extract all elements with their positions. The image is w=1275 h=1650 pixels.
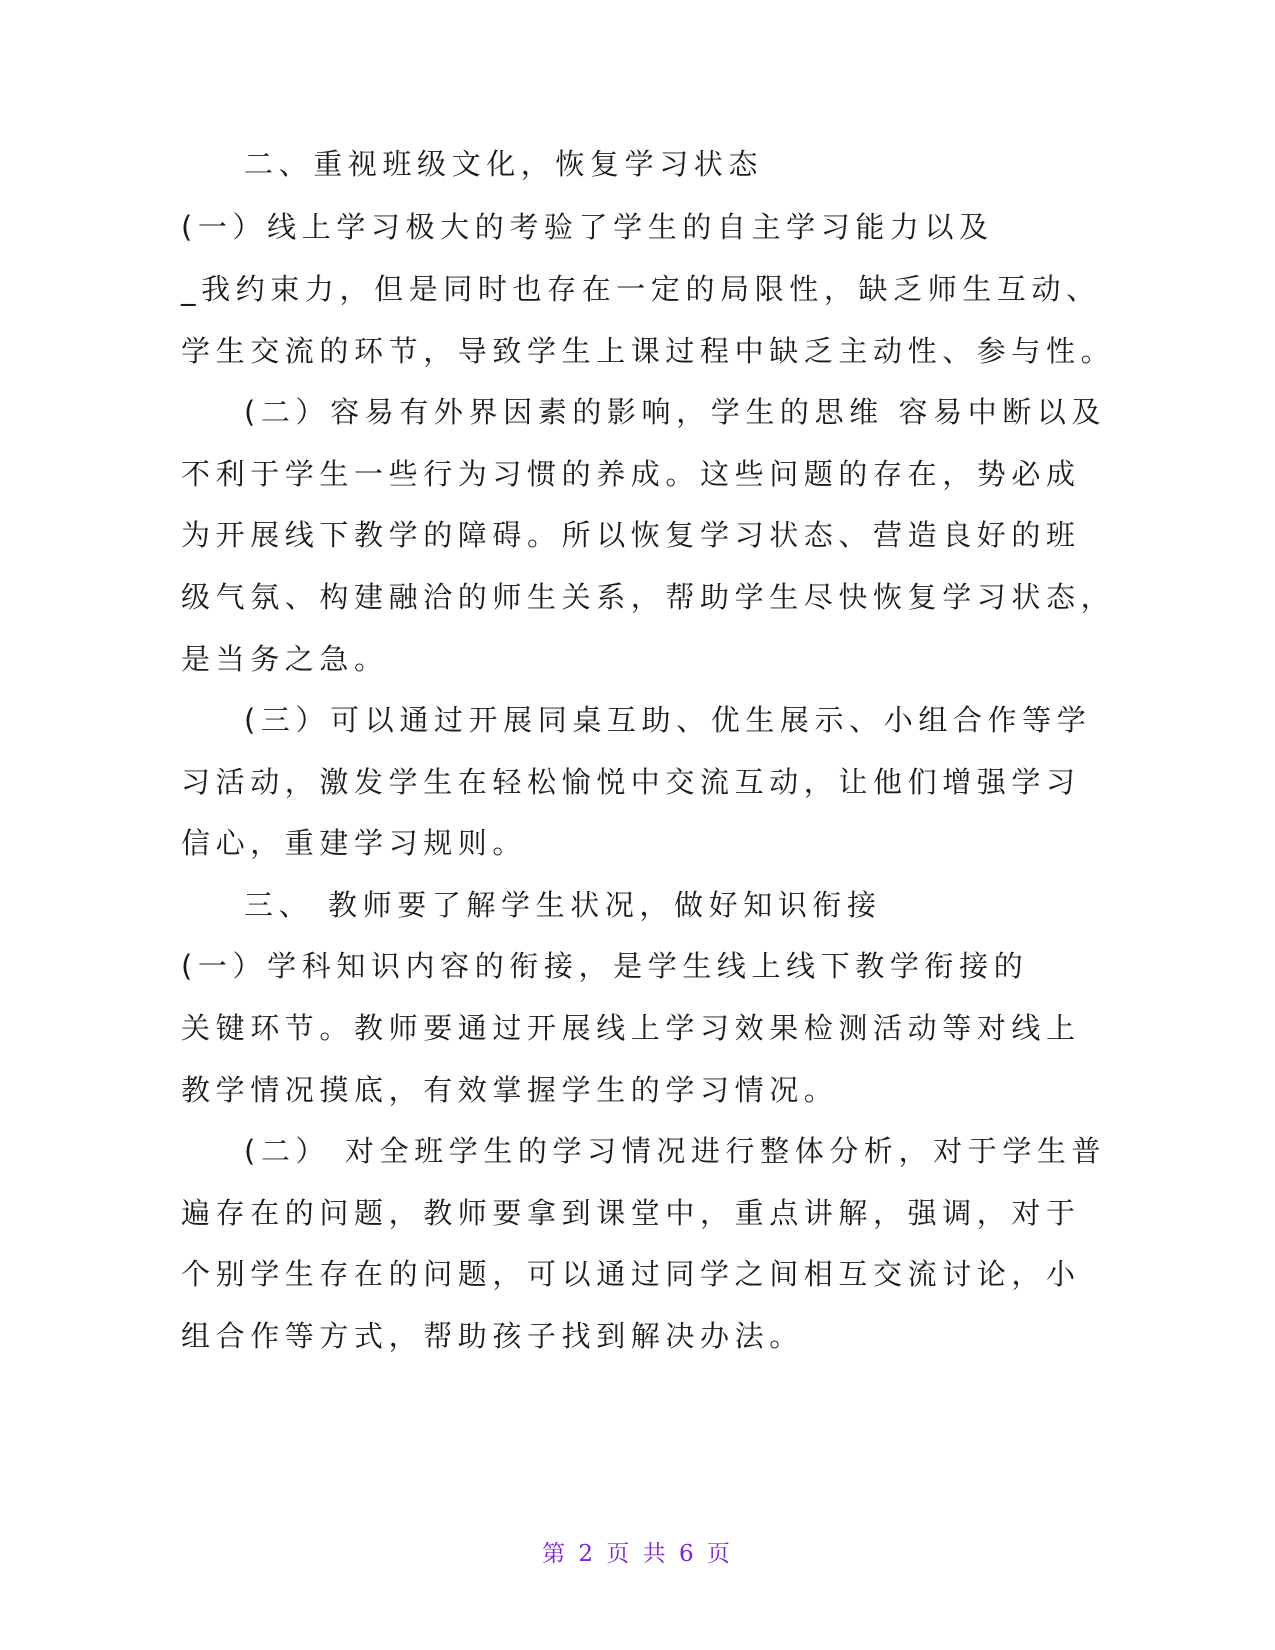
paragraph-line: (一）线上学习极大的考验了学生的自主学习能力以及: [181, 210, 994, 244]
paragraph-line: 学生交流的环节，导致学生上课过程中缺乏主动性、参与性。: [181, 334, 1116, 368]
paragraph-line: (二）容易有外界因素的影响，学生的思维 容易中断以及: [244, 395, 1107, 429]
paragraph-line: (一）学科知识内容的衔接，是学生线上线下教学衔接的: [181, 949, 1029, 983]
paragraph-line: (二） 对全班学生的学习情况进行整体分析，对于学生普: [244, 1134, 1107, 1168]
paragraph-line: 遍存在的问题，教师要拿到课堂中，重点讲解，强调，对于: [181, 1196, 1081, 1230]
section-heading-2: 二、重视班级文化，恢复学习状态: [244, 147, 764, 181]
paragraph-line: 信心，重建学习规则。: [181, 826, 528, 860]
paragraph-line: 关键环节。教师要通过开展线上学习效果检测活动等对线上: [181, 1011, 1081, 1045]
paragraph-line: 个别学生存在的问题，可以通过同学之间相互交流讨论，小: [181, 1257, 1081, 1291]
section-heading-3: 三、 教师要了解学生状况，做好知识衔接: [244, 888, 882, 922]
paragraph-line: 组合作等方式，帮助孩子找到解决办法。: [181, 1319, 804, 1353]
paragraph-line: (三）可以通过开展同桌互助、优生展示、小组合作等学: [244, 703, 1092, 737]
page-number-footer: 第 2 页 共 6 页: [542, 1541, 733, 1567]
paragraph-line: 为开展线下教学的障碍。所以恢复学习状态、营造良好的班: [181, 518, 1081, 552]
paragraph-line: 级气氛、构建融洽的师生关系，帮助学生尽快恢复学习状态，: [181, 580, 1116, 614]
paragraph-line: _我约束力，但是同时也存在一定的局限性，缺乏师生互动、: [181, 272, 1101, 306]
paragraph-line: 教学情况摸底，有效掌握学生的学习情况。: [181, 1073, 839, 1107]
paragraph-line: 不利于学生一些行为习惯的养成。这些问题的存在，势必成: [181, 457, 1081, 491]
paragraph-line: 习活动，激发学生在轻松愉悦中交流互动，让他们增强学习: [181, 765, 1081, 799]
paragraph-line: 是当务之急。: [181, 642, 389, 676]
